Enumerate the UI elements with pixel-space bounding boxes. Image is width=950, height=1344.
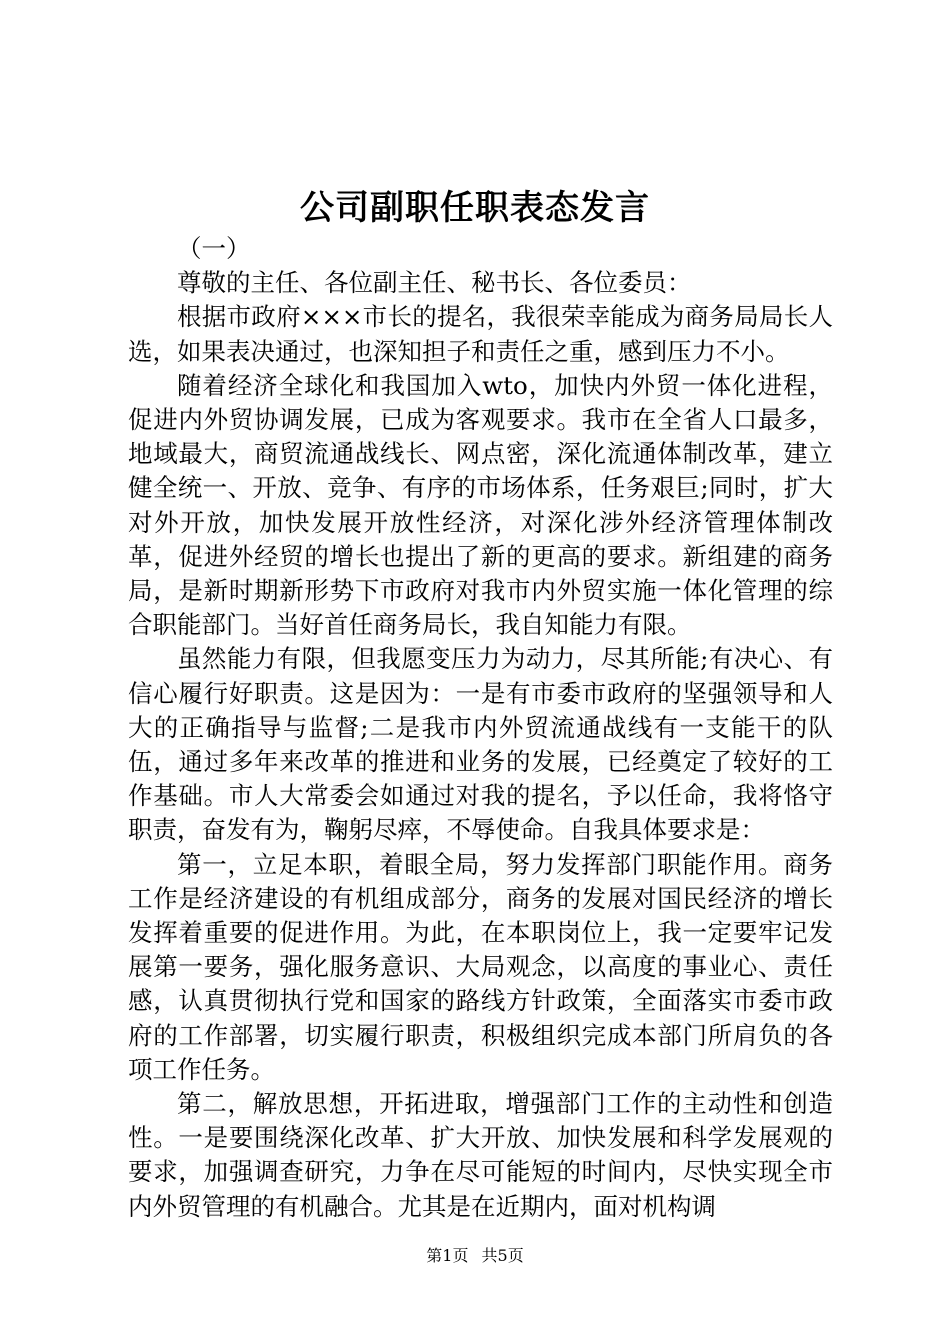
paragraph: 虽然能力有限，但我愿变压力为动力，尽其所能;有决心、有信心履行好职责。这是因为：一是有市委市政府的坚强领导和人大的正确指导与监督;二是我市内外贸流通战线有一支能干的队伍，通过多年来改革的推进和业务的发展，已经奠定了较好的工作基础。市人大常委会如通过对我的提名，予以任命，我将恪守职责，奋发有为，鞠躬尽瘁，不辱使命。自我具体要求是： <box>128 644 833 845</box>
document-title: 公司副职任职表态发言 <box>300 188 650 228</box>
paragraph: 第一，立足本职，着眼全局，努力发挥部门职能作用。商务工作是经济建设的有机组成部分，商务的发展对国民经济的增长发挥着重要的促进作用。为此，在本职岗位上，我一定要牢记发展第一要务，强化服务意识、大局观念，以高度的事业心、责任感，认真贯彻执行党和国家的路线方针政策，全面落实市委市政府的工作部署，切实履行职责，积极组织完成本部门所肩负的各项工作任务。 <box>128 849 833 1084</box>
paragraph: 根据市政府×××市长的提名，我很荣幸能成为商务局局长人选，如果表决通过，也深知担子和责任之重，感到压力不小。 <box>128 302 833 366</box>
paragraph: 第二，解放思想，开拓进取，增强部门工作的主动性和创造性。一是要围绕深化改革、扩大开放、加快发展和科学发展观的要求，加强调查研究，力争在尽可能短的时间内，尽快实现全市内外贸管理的有机融合。尤其是在近期内，面对机构调 <box>128 1089 833 1221</box>
document-body <box>128 232 833 1224</box>
page-total: 共5页 <box>481 1246 524 1265</box>
salutation: 尊敬的主任、各位副主任、秘书长、各位委员： <box>177 268 692 298</box>
section-marker: （一） <box>177 234 251 263</box>
page-footer <box>0 1244 950 1268</box>
paragraph: 随着经济全球化和我国加入wto，加快内外贸一体化进程，促进内外贸协调发展，已成为客观要求。我市在全省人口最多，地域最大，商贸流通战线长、网点密，深化流通体制改革，建立健全统一、开放、竞争、有序的市场体系，任务艰巨;同时，扩大对外开放，加快发展开放性经济，对深化涉外经济管理体制改革，促进外经贸的增长也提出了新的更高的要求。新组建的商务局，是新时期新形势下市政府对我市内外贸实施一体化管理的综合职能部门。当好首任商务局长，我自知能力有限。 <box>128 370 833 640</box>
page-number: 第1页 <box>426 1246 469 1265</box>
